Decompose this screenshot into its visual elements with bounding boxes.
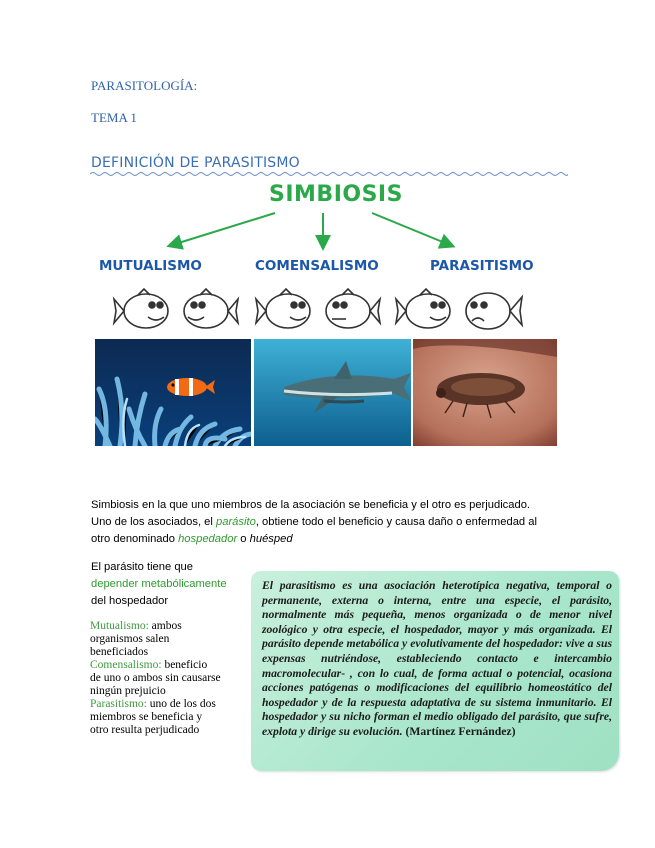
def-text: de uno o ambos sin causarse [90,672,221,684]
intro-text: o [237,533,250,545]
definitions-list [90,620,255,737]
parasitismo-def [90,698,255,711]
sad-fish-icon [466,293,522,329]
parasitismo-term: Parasitismo: [90,698,147,710]
intro-line-3 [91,531,571,548]
happy-fish-icon [396,289,450,328]
happy-fish-icon [114,289,168,328]
left-note [91,559,251,610]
intro-line-2 [91,514,571,531]
def-text: otro resulta perjudicado [90,724,200,736]
doc-subtitle: TEMA 1 [91,110,137,125]
note-line-3: del hospedador [91,595,169,607]
tick-on-skin-photo [413,339,557,446]
shark-remora-photo [254,339,411,446]
note-line-2: depender metabólicamente [91,578,227,590]
def-text: beneficio [161,659,208,671]
def-text: ambos [148,620,182,632]
branch-arrows [150,205,470,255]
neutral-fish-icon [326,289,380,328]
intro-paragraph [91,497,571,548]
intro-line-1: Simbiosis en la que uno miembros de la asociación se beneficia y el otro es perjudicado. [91,499,531,511]
happy-fish-icon [256,289,310,328]
clownfish-anemone-photo [95,339,251,446]
intro-text: , obtiene todo el beneficio y causa daño o enfermedad al [255,516,537,528]
fish-cartoons [112,283,532,339]
def-text: beneficiados [90,646,149,658]
intro-text: Uno de los asociados, el [91,516,217,528]
huesped-term: huésped [249,533,293,545]
comensalismo-label: COMENSALISMO [255,258,379,274]
mutualismo-def [90,620,255,633]
simbiosis-label: SIMBIOSIS [269,182,403,207]
section-heading: DEFINICIÓN DE PARASITISMO [91,155,300,171]
quote-author: (Martínez Fernández) [402,724,516,738]
mutualismo-label: MUTUALISMO [99,258,202,274]
happy-fish-icon [184,289,238,328]
doc-title: PARASITOLOGÍA: [91,78,198,93]
intro-text: otro denominado [91,533,179,545]
comensalismo-term: Comensalismo: [90,659,162,671]
parasito-term: parásito [216,516,256,528]
def-text: miembros se beneficia y [90,711,203,723]
quote-body: El parasitismo es una asociación heterotípica negativa, temporal o permanente, externa o interna, entre una especie, el parásito, normalmente más pequeña, menos organizada o de menor nivel zoológico y otra especie, el hospedador, mayor y más organizada. El parásito depende metabólica y evolutivamente del hospedador: vive a sus expensas nutriéndose, estableciendo contacto e intercambio macromolecular- , con lo cual, de forma actual o potencial, ocasiona acciones patógenas o modificaciones del equilibrio homeostático del hospedador y de la respuesta adaptativa de su sistema inmunitario. El hospedador y su nicho forman el medio obligado del parásito, que sufre, explota y dirige su evolución. [262,579,612,738]
parasitismo-label: PARASITISMO [430,258,534,274]
def-text: organismos salen [90,633,170,645]
spellcheck-underline [90,171,568,177]
def-text: ningún prejuicio [90,685,166,697]
comensalismo-def [90,659,255,672]
hospedador-term: hospedador [178,533,238,545]
mutualismo-term: Mutualismo: [90,620,149,632]
def-text: uno de los dos [146,698,216,710]
note-line-1: El parásito tiene que [91,561,193,573]
quote-text [262,579,612,740]
